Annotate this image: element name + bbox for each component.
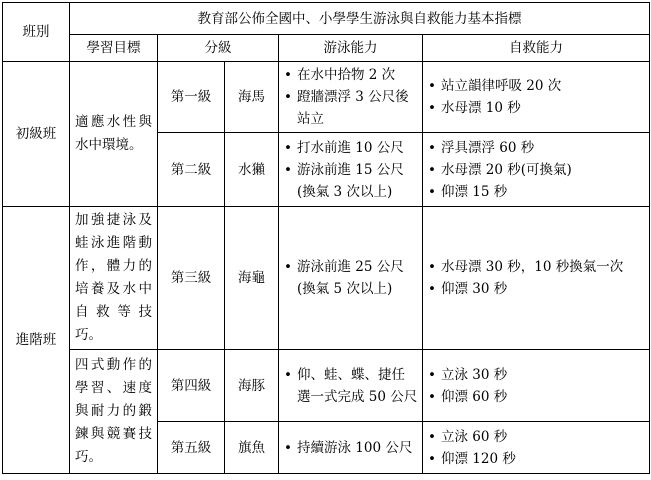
- level-name: 旗魚: [225, 422, 279, 474]
- level-name: 海豚: [225, 350, 279, 422]
- swim-ability-cell: [279, 350, 423, 422]
- list-item: • 水母漂 10 秒: [427, 97, 645, 119]
- level-name: 海馬: [225, 62, 279, 133]
- swim-ability-cell: [279, 133, 423, 207]
- level-label: 第二級: [158, 133, 225, 207]
- list-item: • 仰漂 15 秒: [427, 181, 645, 203]
- goal-advanced-b: 四式動作的學習、速度與耐力的鍛鍊與競賽技巧。: [70, 350, 158, 474]
- table-row: [3, 62, 650, 133]
- table-row: [3, 207, 650, 350]
- level-label: 第三級: [158, 207, 225, 350]
- list-item: • 游泳前進 25 公尺(換氣 5 次以上): [283, 256, 418, 300]
- goal-column-header: 學習目標: [70, 35, 158, 62]
- list-item: • 游泳前進 15 公尺(換氣 3 次以上): [283, 159, 418, 203]
- list-item: • 浮具漂浮 60 秒: [427, 137, 645, 159]
- class-beginner: 初級班: [3, 62, 70, 207]
- list-item: • 立泳 60 秒: [427, 426, 645, 448]
- list-item: • 仰漂 60 秒: [427, 386, 645, 408]
- level-column-header: 分級: [158, 35, 279, 62]
- list-item: • 仰漂 30 秒: [427, 278, 645, 300]
- rescue-ability-cell: [423, 350, 650, 422]
- level-label: 第一級: [158, 62, 225, 133]
- title-row: [3, 3, 650, 35]
- list-item: • 持續游泳 100 公尺: [283, 437, 418, 459]
- list-item: • 水母漂 20 秒(可換氣): [427, 159, 645, 181]
- list-item: • 打水前進 10 公尺: [283, 137, 418, 159]
- list-item: • 在水中拾物 2 次: [283, 64, 418, 86]
- table-title: 教育部公佈全國中、小學學生游泳與自救能力基本指標: [70, 3, 650, 35]
- swimming-ability-table: [2, 2, 650, 474]
- swim-ability-cell: [279, 207, 423, 350]
- goal-advanced-a: 加強捷泳及蛙泳進階動作，體力的培養及水中自救等技巧。: [70, 207, 158, 350]
- level-label: 第四級: [158, 350, 225, 422]
- level-name: 水獺: [225, 133, 279, 207]
- rescue-column-header: 自救能力: [423, 35, 650, 62]
- column-header-row: [3, 35, 650, 62]
- level-label: 第五級: [158, 422, 225, 474]
- list-item: • 水母漂 30 秒，10 秒換氣一次: [427, 256, 645, 278]
- level-name: 海龜: [225, 207, 279, 350]
- swim-column-header: 游泳能力: [279, 35, 423, 62]
- rescue-ability-cell: [423, 422, 650, 474]
- class-advanced: 進階班: [3, 207, 70, 474]
- goal-beginner: 適應水性與水中環境。: [70, 62, 158, 207]
- swim-ability-cell: [279, 62, 423, 133]
- list-item: • 蹬牆漂浮 3 公尺後站立: [283, 86, 418, 130]
- list-item: • 仰漂 120 秒: [427, 448, 645, 470]
- rescue-ability-cell: [423, 207, 650, 350]
- list-item: • 立泳 30 秒: [427, 364, 645, 386]
- list-item: • 仰、蛙、蝶、捷任選一式完成 50 公尺: [283, 364, 418, 408]
- rescue-ability-cell: [423, 133, 650, 207]
- list-item: • 站立韻律呼吸 20 次: [427, 75, 645, 97]
- class-column-header: 班別: [3, 3, 70, 62]
- rescue-ability-cell: [423, 62, 650, 133]
- swim-ability-cell: [279, 422, 423, 474]
- table-row: [3, 350, 650, 422]
